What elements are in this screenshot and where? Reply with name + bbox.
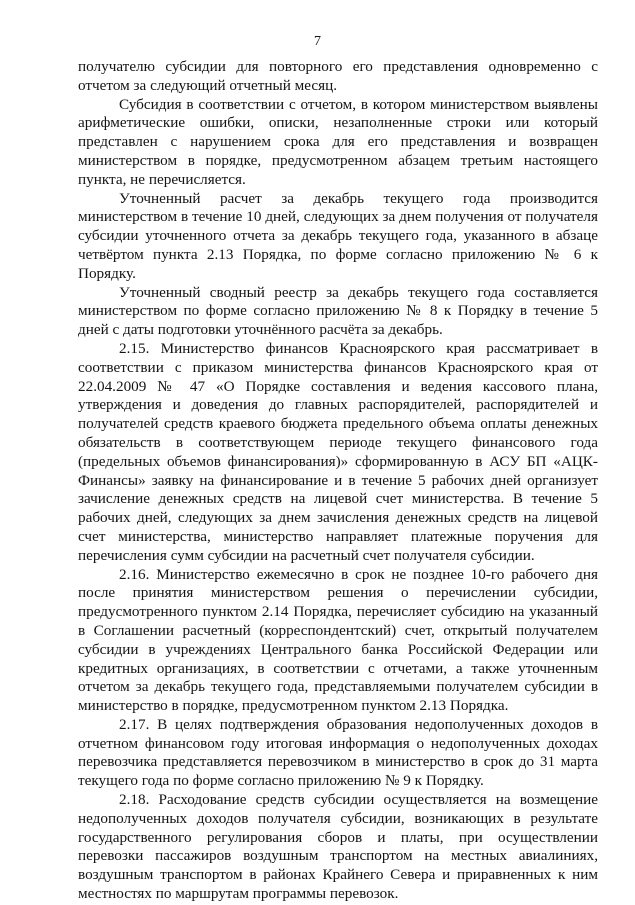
paragraph-2-15: 2.15. Министерство финансов Красноярского края рассматривает в соответствии с приказом министерства финансов Красноярского края от 22.04.2009 № 47 «О Порядке составления и ведения кассового плана, утверждения и доведения до главных распорядителей, распорядителей и получателей средств краевого бюджета предельного объема оплаты денежных обязательств в соответствующем периоде текущего финансового года (предельных объемов финансирования)» сформированную в АСУ БП «АЦК-Финансы» заявку на финансирование и в течение 5 рабочих дней организует зачисление денежных средств на лицевой счет министерства. В течение 5 рабочих дней, следующих за днем зачисления денежных средств на лицевой счет министерства, министерство направляет платежные поручения для перечисления сумм субсидии на расчетный счет получателя субсидии. — [78, 339, 598, 564]
paragraph-continuation: получателю субсидии для повторного его представления одновременно с отчетом за следующий отчетный месяц. — [78, 58, 598, 94]
paragraph-2-17: 2.17. В целях подтверждения образования недополученных доходов в отчетном финансовом году итоговая информация о недополученных доходах перевозчика представляется перевозчиком в министерство в срок до 31 марта текущего года по форме согласно приложению № 9 к Порядку. — [78, 715, 598, 790]
paragraph-subsidy-not-transferred: Субсидия в соответствии с отчетом, в котором министерством выявлены арифметические ошибки, описки, незаполненные строки или который представлен с нарушением срока для его представления и возвращен министерством в порядке, предусмотренном абзацем третьим настоящего пункта, не перечисляется. — [78, 95, 598, 188]
paragraph-refined-calculation: Уточненный расчет за декабрь текущего года производится министерством в течение 10 дней, следующих за днем получения от получателя субсидии уточненного отчета за декабрь текущего года, указанного в абзаце четвёртом пункта 2.13 Порядка, по форме согласно приложению № 6 к Порядку. — [78, 189, 598, 282]
paragraph-2-18: 2.18. Расходование средств субсидии осуществляется на возмещение недополученных доходов получателя субсидии, возникающих в результате государственного регулирования сборов и платы, при осуществлении перевозки пассажиров воздушным транспортом на местных авиалиниях, воздушным транспортом в районах Крайнего Севера и приравненных к ним местностях по маршрутам программы перевозок. — [78, 791, 598, 903]
paragraph-2-16: 2.16. Министерство ежемесячно в срок не позднее 10-го рабочего дня после принятия министерством решения о перечислении субсидии, предусмотренного пунктом 2.14 Порядка, перечисляет субсидию на указанный в Соглашении расчетный (корреспондентский) счет, открытый получателем субсидии в учреждениях Центрального банка Российской Федерации или кредитных организациях, в соответствии с отчетами, а также уточненным отчетом за декабрь текущего года, представляемыми получателем субсидии в министерство в порядке, предусмотренном пунктом 2.13 Порядка. — [78, 565, 598, 715]
paragraph-refined-register: Уточненный сводный реестр за декабрь текущего года составляется министерством по форме согласно приложению № 8 к Порядку в течение 5 дней с даты подготовки уточнённого расчёта за декабрь. — [78, 283, 598, 339]
page-number: 7 — [314, 34, 321, 49]
document-body — [78, 58, 598, 904]
